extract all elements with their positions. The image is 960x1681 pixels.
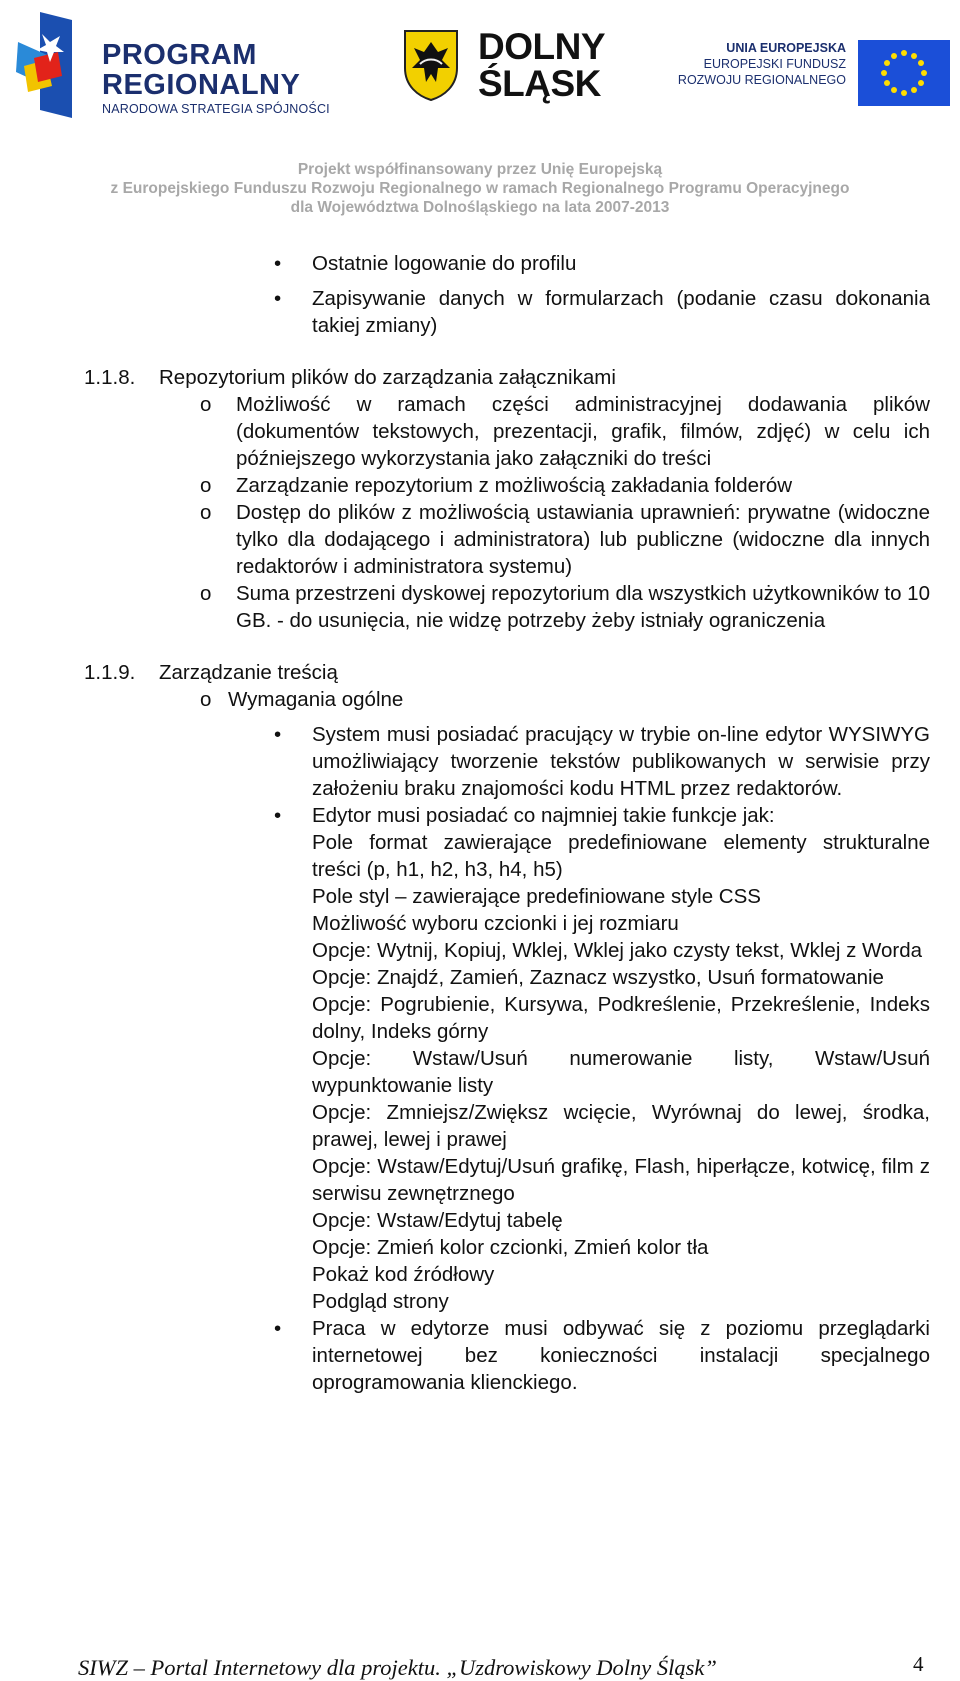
editor-function: Opcje: Wstaw/Usuń numerowanie listy, Wstaw/Usuń wypunktowanie listy bbox=[312, 1047, 930, 1097]
list-item: o Możliwość w ramach części administracyjnej dodawania plików (dokumentów tekstowych, prezentacji, grafik, filmów, zdjęć) w celu ich późniejszego wykorzystania jako załączniki do treści bbox=[200, 393, 930, 470]
program-logo-subtitle: NARODOWA STRATEGIA SPÓJNOŚCI bbox=[102, 102, 330, 116]
cofinancing-line-3: dla Województwa Dolnośląskiego na lata 2007-2013 bbox=[290, 199, 670, 216]
list-item: • Zapisywanie danych w formularzach (podanie czasu dokonania takiej zmiany) bbox=[274, 287, 930, 337]
eu-fund-logo bbox=[672, 40, 950, 106]
list-item: o Dostęp do plików z możliwością ustawiania uprawnień: prywatne (widoczne tylko dla dodającego i administratora) lub publiczne (widoczne dla innych redaktorów i administratora systemu) bbox=[200, 501, 930, 578]
bullet-marker: • bbox=[274, 1317, 282, 1340]
list-item: o Suma przestrzeni dyskowej repozytorium dla wszystkich użytkowników to 10 GB. - do usunięcia, nie widzę potrzeby żeby istniały ograniczenia bbox=[200, 582, 930, 632]
dolny-slask-logo bbox=[402, 28, 622, 108]
list-item-editor-functions: • Edytor musi posiadać co najmniej takie funkcje jak: Pole format zawierające predefiniowane elementy strukturalne treści (p, h1, h2, h3, h4, h5) Pole styl – zawierające predefiniowane style CSS Możliwość wyboru czcionki i jej rozmiaru Opcje: Wytnij, Kopiuj, Wklej, Wklej jako czysty tekst, Wklej z Worda Opcje: Znajdź, Zamień, Zaznacz wszystko, Usuń formatowanie Opcje: Pogrubienie, Kursywa, Podkreślenie, Przekreślenie, Indeks dolny, Indeks górny Opcje: Wstaw/Usuń numerowanie listy, Wstaw/Usuń wypunktowanie listy Opcje: Zmniejsz/Zwiększ wcięcie, Wyrównaj do lewej, środka, prawej, lewej i prawej Opcje: Wstaw/Edytuj/Usuń grafikę, Flash, hiperłącze, kotwicę, film z serwisu zewnętrznego Opcje: Wstaw/Edytuj tabelę Opcje: Zmień kolor czcionki, Zmień kolor tła Pokaż kod źródłowy Podgląd strony bbox=[274, 804, 930, 1313]
coat-of-arms-icon bbox=[402, 28, 460, 102]
section-heading-1-1-9: 1.1.9. Zarządzanie treścią bbox=[84, 661, 338, 684]
o-marker: o bbox=[200, 474, 212, 497]
editor-function: Podgląd strony bbox=[312, 1290, 449, 1313]
editor-function: Opcje: Zmniejsz/Zwiększ wcięcie, Wyrównaj do lewej, środka, prawej, lewej i prawej bbox=[312, 1101, 930, 1151]
editor-function: Opcje: Wstaw/Edytuj tabelę bbox=[312, 1209, 563, 1232]
cofinancing-line-1: Projekt współfinansowany przez Unię Europejską bbox=[297, 161, 663, 178]
editor-function: Opcje: Znajdź, Zamień, Zaznacz wszystko, Usuń formatowanie bbox=[312, 966, 884, 989]
cofinancing-notice bbox=[0, 160, 960, 217]
editor-function: Opcje: Zmień kolor czcionki, Zmień kolor tła bbox=[312, 1236, 709, 1259]
list-item: • Ostatnie logowanie do profilu bbox=[274, 252, 577, 275]
editor-function: Pokaż kod źródłowy bbox=[312, 1263, 495, 1286]
editor-function: Pole styl – zawierające predefiniowane style CSS bbox=[312, 885, 761, 908]
eu-flag-icon bbox=[858, 40, 950, 106]
program-logo-wordmark: PROGRAM REGIONALNY bbox=[102, 39, 301, 101]
editor-function: Pole format zawierające predefiniowane elementy strukturalne treści (p, h1, h2, h3, h4, h5) bbox=[312, 831, 930, 881]
bullet-marker: • bbox=[274, 287, 282, 310]
program-regionalny-logo bbox=[14, 12, 344, 132]
list-item: • Praca w edytorze musi odbywać się z poziomu przeglądarki internetowej bez konieczności instalacji specjalnego oprogramowania klienckiego. bbox=[274, 1317, 930, 1394]
dolny-slask-wordmark: DOLNY ŚLĄSK bbox=[478, 26, 605, 104]
page-number: 4 bbox=[913, 1652, 924, 1676]
bullet-marker: • bbox=[274, 723, 282, 746]
cofinancing-line-2: z Europejskiego Funduszu Rozwoju Regionalnego w ramach Regionalnego Programu Operacyjnego bbox=[110, 180, 850, 197]
o-marker: o bbox=[200, 688, 212, 711]
page-footer: SIWZ – Portal Internetowy dla projektu. „Uzdrowiskowy Dolny Śląsk” bbox=[78, 1655, 717, 1680]
list-item: o Zarządzanie repozytorium z możliwością zakładania folderów bbox=[200, 474, 793, 497]
editor-function: Opcje: Pogrubienie, Kursywa, Podkreślenie, Przekreślenie, Indeks dolny, Indeks górny bbox=[312, 993, 930, 1043]
bullet-marker: • bbox=[274, 252, 282, 275]
list-item: • System musi posiadać pracujący w trybie on-line edytor WYSIWYG umożliwiający tworzenie tekstów publikowanych w serwisie przy założeniu braku znajomości kodu HTML przez redaktorów. bbox=[274, 723, 930, 800]
o-marker: o bbox=[200, 501, 212, 524]
editor-function: Możliwość wyboru czcionki i jej rozmiaru bbox=[312, 912, 679, 935]
list-item: o Wymagania ogólne bbox=[200, 688, 404, 711]
editor-function: Opcje: Wytnij, Kopiuj, Wklej, Wklej jako czysty tekst, Wklej z Worda bbox=[312, 939, 923, 962]
program-regionalny-emblem-icon bbox=[14, 12, 84, 122]
eu-fund-text: UNIA EUROPEJSKA EUROPEJSKI FUNDUSZ ROZWOJU REGIONALNEGO bbox=[677, 41, 846, 87]
bullet-marker: • bbox=[274, 804, 282, 827]
section-heading-1-1-8: 1.1.8. Repozytorium plików do zarządzania załącznikami bbox=[84, 366, 616, 389]
o-marker: o bbox=[200, 582, 212, 605]
page-header bbox=[0, 0, 960, 140]
document-body bbox=[84, 250, 930, 1396]
o-marker: o bbox=[200, 393, 212, 416]
editor-function: Opcje: Wstaw/Edytuj/Usuń grafikę, Flash, hiperłącze, kotwicę, film z serwisu zewnętrznego bbox=[312, 1155, 930, 1205]
